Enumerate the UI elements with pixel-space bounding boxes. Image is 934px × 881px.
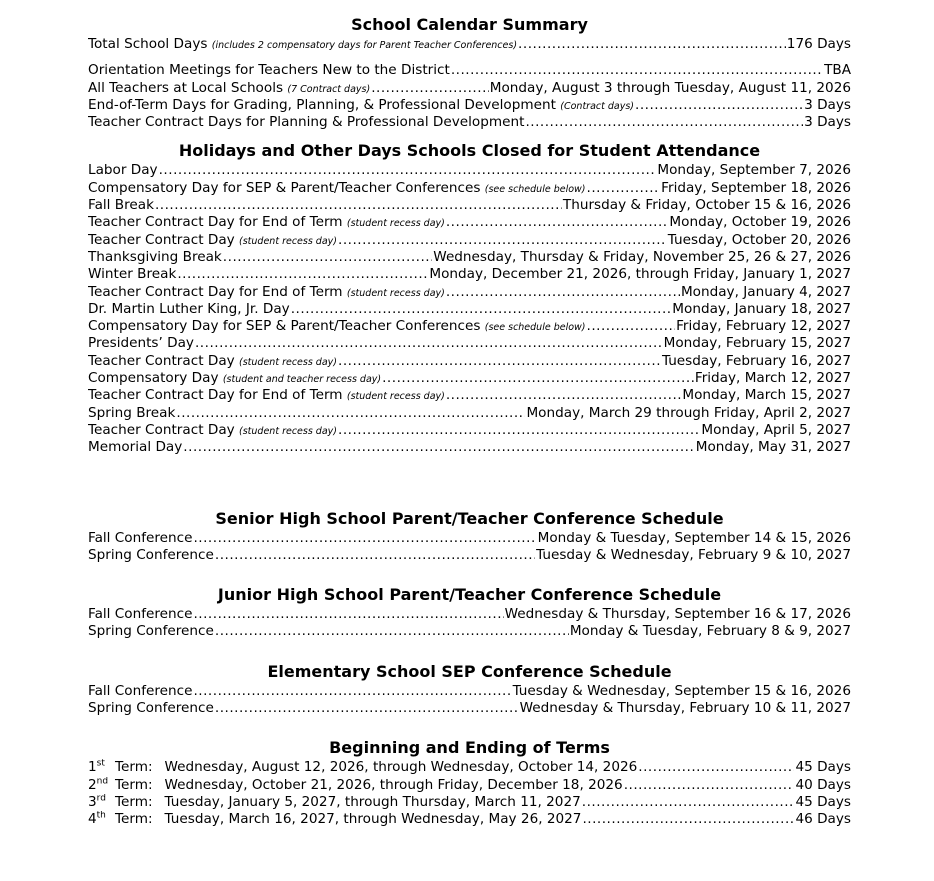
row-label: Fall Conference bbox=[88, 529, 193, 546]
row-label: Fall Conference bbox=[88, 682, 193, 699]
conference-row bbox=[88, 606, 851, 623]
term-days: 45 Days bbox=[795, 759, 851, 776]
dot-leader bbox=[177, 266, 428, 283]
row-label: Teacher Contract Day for End of Term bbox=[88, 387, 343, 404]
summary-row bbox=[88, 114, 851, 131]
dot-leader bbox=[215, 547, 535, 564]
row-value: Monday, October 19, 2026 bbox=[669, 214, 851, 231]
holidays-list bbox=[88, 162, 851, 456]
term-dates: Tuesday, January 5, 2027, through Thursday, March 11, 2027 bbox=[164, 793, 581, 810]
spacer bbox=[88, 564, 851, 584]
row-label-group bbox=[88, 249, 222, 266]
holiday-row bbox=[88, 370, 851, 387]
row-label: Teacher Contract Day bbox=[88, 231, 235, 248]
row-label-group bbox=[88, 387, 445, 404]
term-row bbox=[88, 759, 851, 776]
row-label: Teacher Contract Day bbox=[88, 421, 235, 438]
row-label-group bbox=[88, 266, 176, 283]
term-ordinal-suffix: rd bbox=[96, 793, 106, 804]
row-label-group bbox=[88, 180, 586, 197]
term-row bbox=[88, 794, 851, 811]
term-word: Term: bbox=[115, 759, 153, 776]
conference-row bbox=[88, 683, 851, 700]
holiday-row bbox=[88, 422, 851, 439]
row-label-group bbox=[88, 405, 175, 422]
row-label-group bbox=[88, 370, 381, 387]
holiday-row bbox=[88, 284, 851, 301]
spacer bbox=[88, 131, 851, 140]
row-label: End-of-Term Days for Grading, Planning, & Professional Development bbox=[88, 96, 556, 113]
dot-leader bbox=[446, 214, 669, 231]
dot-leader bbox=[446, 284, 680, 301]
row-value: Friday, February 12, 2027 bbox=[676, 318, 851, 335]
term-row bbox=[88, 811, 851, 828]
dot-leader bbox=[193, 530, 536, 547]
dot-leader bbox=[518, 36, 786, 53]
terms-list bbox=[88, 759, 851, 828]
conference-row bbox=[88, 530, 851, 547]
row-label-group bbox=[88, 214, 445, 231]
senior-heading: Senior High School Parent/Teacher Conference Schedule bbox=[215, 508, 724, 528]
term-ordinal: 3 bbox=[88, 793, 97, 810]
row-label-group bbox=[88, 114, 524, 131]
term-word: Term: bbox=[115, 793, 153, 810]
term-ordinal-suffix: nd bbox=[96, 776, 109, 787]
term-ordinal: 4 bbox=[88, 811, 97, 828]
row-note: (7 Contract days) bbox=[287, 83, 371, 95]
dot-leader bbox=[223, 249, 433, 266]
dot-leader bbox=[176, 405, 525, 422]
holidays-heading: Holidays and Other Days Schools Closed for Student Attendance bbox=[178, 141, 761, 161]
holiday-row bbox=[88, 214, 851, 231]
row-value: Monday, May 31, 2027 bbox=[695, 439, 851, 456]
row-label: Spring Break bbox=[88, 404, 176, 421]
row-label: Thanksgiving Break bbox=[88, 248, 222, 265]
row-value: Tuesday & Wednesday, September 15 & 16, 2026 bbox=[512, 682, 851, 699]
dot-leader bbox=[193, 683, 511, 700]
dot-leader bbox=[338, 232, 667, 249]
row-value: 3 Days bbox=[804, 114, 851, 131]
dot-leader bbox=[638, 759, 794, 776]
summary-list bbox=[88, 62, 851, 131]
dot-leader bbox=[338, 353, 661, 370]
term-number bbox=[88, 811, 115, 828]
total-days-value: 176 Days bbox=[786, 36, 851, 52]
dot-leader bbox=[635, 97, 803, 114]
total-days-label: Total School Days bbox=[88, 36, 208, 52]
dot-leader bbox=[215, 700, 519, 717]
holiday-row bbox=[88, 353, 851, 370]
row-value: Monday, December 21, 2026, through Friday, January 1, 2027 bbox=[429, 266, 851, 283]
term-number bbox=[88, 759, 115, 776]
row-label-group bbox=[88, 284, 445, 301]
row-value: Wednesday & Thursday, September 16 & 17, 2026 bbox=[504, 606, 851, 623]
row-label-group bbox=[88, 232, 337, 249]
row-note: (student and teacher recess day) bbox=[222, 374, 382, 386]
holiday-row bbox=[88, 197, 851, 214]
row-label: Memorial Day bbox=[88, 439, 183, 456]
term-word: Term: bbox=[115, 811, 153, 828]
junior-heading: Junior High School Parent/Teacher Conference Schedule bbox=[217, 585, 722, 605]
dot-leader bbox=[155, 197, 562, 214]
summary-row bbox=[88, 97, 851, 114]
row-label: Spring Conference bbox=[88, 546, 214, 563]
row-value: Monday, March 29 through Friday, April 2, 2027 bbox=[526, 404, 851, 421]
row-value: Monday, February 15, 2027 bbox=[663, 335, 851, 352]
row-label-group bbox=[88, 301, 290, 318]
conference-row bbox=[88, 623, 851, 640]
row-label: Teacher Contract Day bbox=[88, 352, 235, 369]
holiday-row bbox=[88, 387, 851, 404]
row-label: Teacher Contract Days for Planning & Professional Development bbox=[88, 114, 525, 131]
dot-leader bbox=[215, 623, 569, 640]
row-note: (student recess day) bbox=[346, 218, 445, 230]
row-label-group bbox=[88, 547, 214, 564]
row-label: Teacher Contract Day for End of Term bbox=[88, 283, 343, 300]
row-value: Monday, January 18, 2027 bbox=[672, 300, 851, 317]
row-label-group bbox=[88, 700, 214, 717]
elementary-heading: Elementary School SEP Conference Schedule bbox=[267, 661, 672, 681]
dot-leader bbox=[582, 794, 795, 811]
row-label-group bbox=[88, 606, 192, 623]
row-label-group bbox=[88, 335, 194, 352]
term-ordinal: 2 bbox=[88, 776, 97, 793]
row-value: Monday, March 15, 2027 bbox=[682, 387, 851, 404]
holiday-row bbox=[88, 180, 851, 197]
dot-leader bbox=[291, 301, 672, 318]
row-label-group bbox=[88, 318, 586, 335]
row-label: Spring Conference bbox=[88, 623, 214, 640]
holiday-row bbox=[88, 405, 851, 422]
row-label: Compensatory Day for SEP & Parent/Teacher Conferences bbox=[88, 179, 481, 196]
senior-conference-list bbox=[88, 530, 851, 565]
holiday-row bbox=[88, 335, 851, 352]
dot-leader bbox=[183, 439, 694, 456]
term-dates: Wednesday, August 12, 2026, through Wednesday, October 14, 2026 bbox=[164, 759, 638, 776]
conference-row bbox=[88, 700, 851, 717]
total-days-row bbox=[88, 36, 851, 53]
holiday-row bbox=[88, 266, 851, 283]
row-note: (student recess day) bbox=[239, 425, 337, 437]
spacer bbox=[88, 53, 851, 62]
calendar-document bbox=[88, 14, 851, 829]
dot-leader bbox=[371, 80, 489, 97]
dot-leader bbox=[338, 422, 700, 439]
row-label-group bbox=[88, 353, 337, 370]
row-label: Fall Conference bbox=[88, 606, 193, 623]
row-label-group bbox=[88, 439, 182, 456]
row-label-group bbox=[88, 197, 154, 214]
dot-leader bbox=[193, 606, 503, 623]
row-value: Monday, April 5, 2027 bbox=[701, 421, 851, 438]
row-value: Tuesday & Wednesday, February 9 & 10, 2027 bbox=[536, 546, 851, 563]
term-row bbox=[88, 777, 851, 794]
row-label: Teacher Contract Day for End of Term bbox=[88, 214, 343, 231]
term-word: Term: bbox=[115, 776, 153, 793]
total-days-note: (includes 2 compensatory days for Parent Teacher Conferences) bbox=[211, 40, 518, 51]
row-value: Monday, January 4, 2027 bbox=[680, 283, 851, 300]
row-label-group bbox=[88, 623, 214, 640]
row-note: (student recess day) bbox=[239, 235, 337, 247]
row-label: Winter Break bbox=[88, 266, 177, 283]
term-days: 45 Days bbox=[795, 793, 851, 810]
row-label-group bbox=[88, 97, 634, 114]
row-value: Friday, September 18, 2026 bbox=[661, 179, 851, 196]
row-label: Labor Day bbox=[88, 162, 158, 179]
holiday-row bbox=[88, 232, 851, 249]
row-value: Tuesday, February 16, 2027 bbox=[661, 352, 851, 369]
spacer bbox=[88, 457, 851, 508]
row-note: (see schedule below) bbox=[484, 322, 586, 334]
row-label: All Teachers at Local Schools bbox=[88, 79, 284, 96]
row-value: Thursday & Friday, October 15 & 16, 2026 bbox=[562, 197, 851, 214]
summary-heading: School Calendar Summary bbox=[351, 15, 588, 34]
dot-leader bbox=[195, 335, 663, 352]
row-label-group bbox=[88, 530, 192, 547]
row-note: (see schedule below) bbox=[484, 183, 586, 195]
dot-leader bbox=[446, 387, 682, 404]
dot-leader bbox=[587, 318, 676, 335]
row-label: Orientation Meetings for Teachers New to the District bbox=[88, 62, 450, 79]
term-label-group bbox=[88, 759, 637, 776]
row-value: Wednesday & Thursday, February 10 & 11, 2027 bbox=[519, 700, 851, 717]
term-ordinal: 1 bbox=[88, 759, 97, 776]
row-label-group bbox=[88, 422, 337, 439]
row-value: Monday, August 3 through Tuesday, August 11, 2026 bbox=[489, 79, 851, 96]
summary-row bbox=[88, 62, 851, 79]
row-note: (Contract days) bbox=[560, 100, 634, 112]
row-label: Spring Conference bbox=[88, 700, 214, 717]
term-days: 46 Days bbox=[795, 811, 851, 828]
dot-leader bbox=[582, 811, 794, 828]
row-label-group bbox=[88, 62, 450, 79]
row-label-group bbox=[88, 80, 370, 97]
summary-row bbox=[88, 80, 851, 97]
elementary-conference-list bbox=[88, 683, 851, 718]
term-number bbox=[88, 777, 115, 794]
row-label: Compensatory Day for SEP & Parent/Teacher Conferences bbox=[88, 318, 481, 335]
spacer bbox=[88, 641, 851, 661]
row-value: Wednesday, Thursday & Friday, November 25, 26 & 27, 2026 bbox=[433, 248, 851, 265]
term-label-group bbox=[88, 811, 581, 828]
term-dates: Tuesday, March 16, 2027, through Wednesday, May 26, 2027 bbox=[164, 811, 582, 828]
dot-leader bbox=[382, 370, 694, 387]
holiday-row bbox=[88, 318, 851, 335]
conference-row bbox=[88, 547, 851, 564]
term-label-group bbox=[88, 777, 623, 794]
holiday-row bbox=[88, 249, 851, 266]
dot-leader bbox=[587, 180, 661, 197]
spacer bbox=[88, 717, 851, 737]
dot-leader bbox=[451, 62, 823, 79]
dot-leader bbox=[159, 162, 657, 179]
term-number bbox=[88, 794, 115, 811]
term-ordinal-suffix: st bbox=[96, 759, 105, 769]
dot-leader bbox=[624, 777, 795, 794]
junior-conference-list bbox=[88, 606, 851, 641]
row-label: Dr. Martin Luther King, Jr. Day bbox=[88, 300, 290, 317]
term-label-group bbox=[88, 794, 581, 811]
term-dates: Wednesday, October 21, 2026, through Friday, December 18, 2026 bbox=[164, 776, 623, 793]
row-value: Monday, September 7, 2026 bbox=[657, 162, 851, 179]
row-value: Monday & Tuesday, February 8 & 9, 2027 bbox=[569, 623, 851, 640]
row-value: Monday & Tuesday, September 14 & 15, 2026 bbox=[537, 529, 851, 546]
holiday-row bbox=[88, 301, 851, 318]
row-value: Tuesday, October 20, 2026 bbox=[667, 231, 851, 248]
row-label: Fall Break bbox=[88, 197, 154, 214]
row-value: TBA bbox=[824, 62, 851, 79]
term-days: 40 Days bbox=[795, 776, 851, 793]
row-label: Presidents’ Day bbox=[88, 335, 194, 352]
row-label-group bbox=[88, 683, 192, 700]
holiday-row bbox=[88, 439, 851, 456]
row-label: Compensatory Day bbox=[88, 370, 219, 387]
row-note: (student recess day) bbox=[346, 391, 445, 403]
terms-heading: Beginning and Ending of Terms bbox=[329, 738, 610, 758]
row-value: Friday, March 12, 2027 bbox=[694, 370, 851, 387]
row-label-group bbox=[88, 162, 158, 179]
dot-leader bbox=[525, 114, 803, 131]
row-note: (student recess day) bbox=[346, 287, 445, 299]
holiday-row bbox=[88, 162, 851, 179]
term-ordinal-suffix: th bbox=[96, 811, 106, 821]
row-note: (student recess day) bbox=[239, 356, 337, 368]
row-value: 3 Days bbox=[804, 96, 851, 113]
